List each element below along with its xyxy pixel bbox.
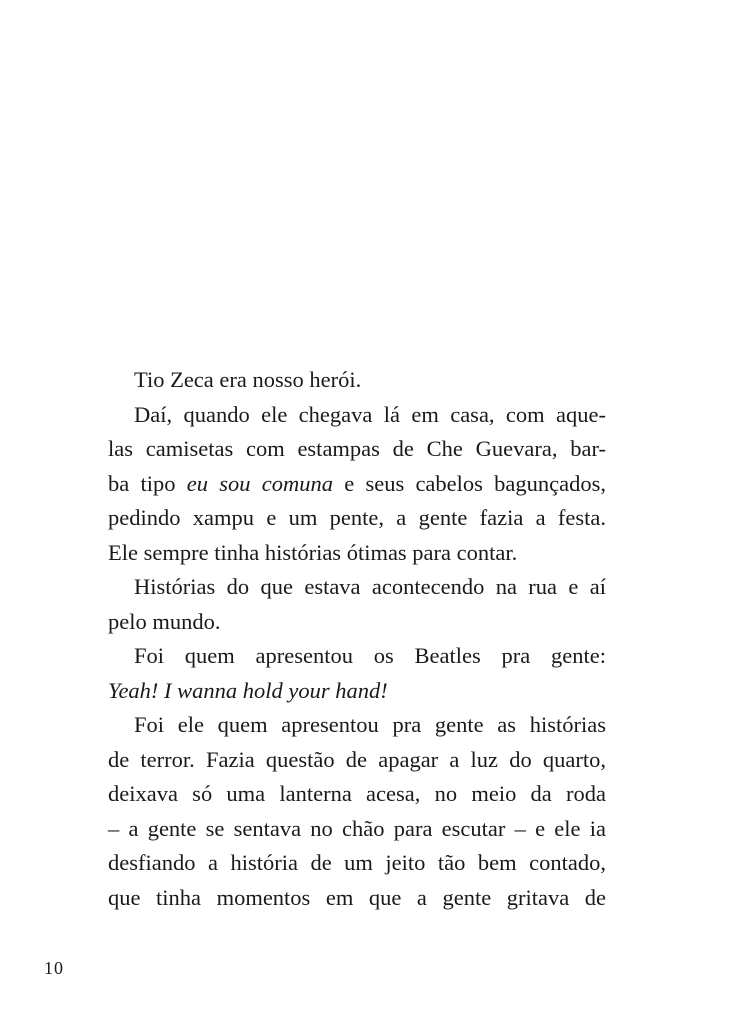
text-line: las camisetas com estampas de Che Guevara, bar- <box>108 436 606 461</box>
text-line: que tinha momentos em que a gente gritava de <box>108 884 606 910</box>
body-text <box>108 363 606 915</box>
italic-phrase: eu sou comuna <box>186 470 333 496</box>
text-line: pelo mundo. <box>108 608 221 634</box>
text-line: Foi quem apresentou os Beatles pra gente: <box>134 643 606 668</box>
text-line: deixava só uma lanterna acesa, no meio da roda <box>108 781 606 806</box>
text-run: ba tipo <box>108 470 187 496</box>
text-line: Daí, quando ele chegava lá em casa, com aque- <box>134 401 606 427</box>
text-line: desfiando a história de um jeito tão bem contado, <box>108 850 606 875</box>
text-line: Foi ele quem apresentou pra gente as histórias <box>134 712 606 737</box>
text-line: – a gente se sentava no chão para escutar – e ele ia <box>108 815 606 841</box>
text-line <box>108 674 606 709</box>
text-line: pedindo xampu e um pente, a gente fazia a festa. <box>108 505 606 530</box>
text-line: Ele sempre tinha histórias ótimas para contar. <box>108 539 518 565</box>
text-line: Tio Zeca era nosso herói. <box>134 367 362 392</box>
text-line <box>108 467 606 502</box>
text-line: de terror. Fazia questão de apagar a luz do quarto, <box>108 746 606 772</box>
page-number: 10 <box>44 958 64 978</box>
text-run: e seus cabelos bagunçados, <box>332 470 606 496</box>
text-line: Histórias do que estava acontecendo na rua e aí <box>134 574 606 599</box>
italic-quote: Yeah! I wanna hold your hand! <box>108 677 388 703</box>
